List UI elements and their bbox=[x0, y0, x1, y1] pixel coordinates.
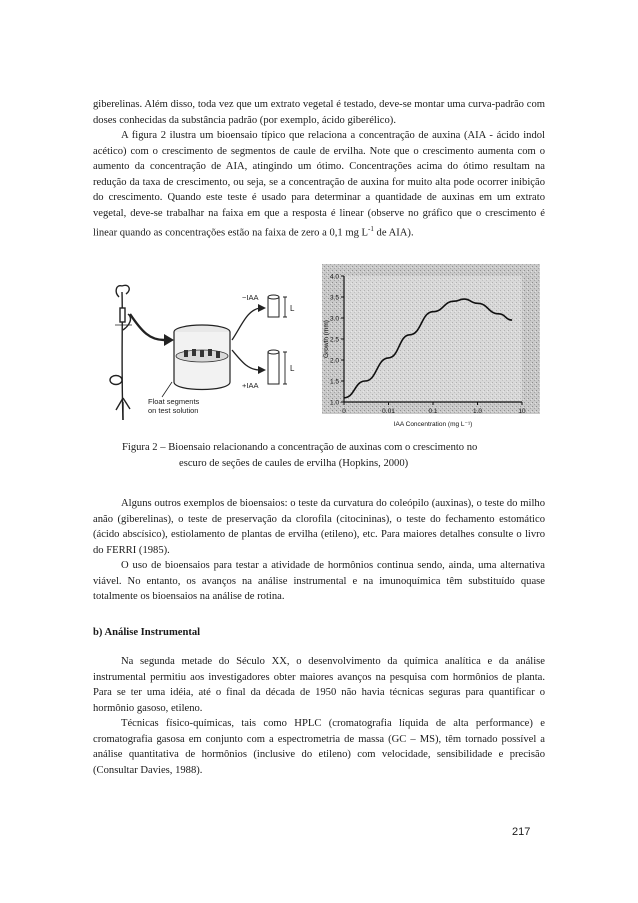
unit-superscript: -1 bbox=[368, 224, 374, 233]
figure-caption bbox=[122, 440, 542, 471]
float-label-1: Float segments bbox=[148, 397, 200, 406]
beaker bbox=[174, 325, 230, 390]
paragraph-1-text: giberelinas. Além disso, toda vez que um extrato vegetal é testado, deve-se montar uma curva-padrão com doses conhecidas da substância padrão (por exemplo, ácido giberélico). bbox=[93, 99, 545, 126]
section-b-title: b) Análise Instrumental bbox=[93, 627, 201, 638]
caption-line-2: escuro de seções de caules de ervilha (Hopkins, 2000) bbox=[179, 457, 409, 469]
label-L2: L bbox=[290, 364, 295, 373]
x-tick-label: 10 bbox=[518, 408, 526, 415]
segment-minus bbox=[268, 295, 279, 317]
x-axis-label: IAA Concentration (mg L⁻¹) bbox=[393, 421, 473, 428]
paragraph-4-text: O uso de bioensaios para testar a atividade de hormônios continua sendo, ainda, uma alternativa viável. No entanto, os avanços na análise instrumental e na imunoquímica têm substituído quase totalmente os bioensaios na análise de rotina. bbox=[93, 560, 545, 603]
arrow-to-beaker bbox=[130, 314, 164, 340]
page-number: 217 bbox=[512, 826, 531, 838]
paragraph-6 bbox=[93, 716, 545, 778]
y-tick-label: 3.0 bbox=[329, 315, 339, 323]
x-tick-label: 0.1 bbox=[428, 408, 438, 415]
label-L1: L bbox=[290, 304, 295, 313]
segment-plus bbox=[268, 350, 279, 384]
caption-line-1: Figura 2 – Bioensaio relacionando a concentração de auxinas com o crescimento no bbox=[122, 442, 478, 453]
paragraph-3-text: Alguns outros exemplos de bioensaios: o teste da curvatura do coleópilo (auxinas), o teste do milho anão (giberelinas), o teste de preservação da clorofila (citocininas), o teste do fechamento estomático (ácido abscísico), estiolamento de plantas de ervilha (etileno), etc. Para maiores detalhes consulte o livro do FERRI (1985). bbox=[93, 498, 545, 556]
x-tick-label: 1.0 bbox=[472, 408, 483, 415]
y-tick-label: 1.5 bbox=[329, 378, 339, 386]
y-tick-label: 2.5 bbox=[329, 336, 339, 344]
x-tick-label: 0.01 bbox=[382, 408, 395, 415]
paragraph-1 bbox=[93, 97, 545, 128]
paragraph-2-end: de AIA). bbox=[373, 227, 414, 239]
paragraph-6-text: Técnicas físico-químicas, tais como HPLC (cromatografia líquida de alta performance) e cromatografia gasosa em conjunto com a espectrometria de massa (GC – MS), têm tornado possível a análise quantitativa de hormônios (inclusive do etileno) com velocidade, sensibilidade e precisão (Consultar Davies, 1988). bbox=[93, 718, 545, 776]
arrow-head bbox=[164, 334, 174, 346]
paragraph-3 bbox=[93, 496, 545, 558]
growth-chart bbox=[316, 262, 542, 434]
paragraph-2-text bbox=[93, 128, 545, 241]
y-axis-label: Growth (mm) bbox=[323, 320, 330, 358]
plot-area bbox=[344, 276, 522, 402]
label-plus-iaa: +IAA bbox=[242, 381, 259, 390]
y-tick-label: 4.0 bbox=[329, 273, 339, 281]
y-tick-label: 3.5 bbox=[329, 294, 339, 302]
y-tick-label: 2.0 bbox=[329, 357, 339, 365]
paragraph-2 bbox=[93, 128, 545, 241]
paragraph-5-text: Na segunda metade do Século XX, o desenvolvimento da química analítica e da análise instrumental permitiu aos investigadores obter maiores avanços na pesquisa com hormônios de planta. Para se ter uma idéia, até o final da década de 1950 não havia técnicas seguras para quantificar o hormônio gasoso, etileno. bbox=[93, 656, 545, 714]
arrow-plus-iaa bbox=[232, 350, 260, 370]
growth-chart-svg bbox=[316, 262, 542, 434]
pea-plant bbox=[110, 285, 132, 420]
paragraph-5 bbox=[93, 654, 545, 716]
float-label-2: on test solution bbox=[148, 406, 199, 415]
paragraph-4 bbox=[93, 558, 545, 605]
paragraph-2-body: A figura 2 ilustra um bioensaio típico que relaciona a concentração de auxina (AIA - ácido indol acético) com o crescimento de segmentos de caule de ervilha. Note que o crescimento aumenta com o aumento da concentração de AIA, atingindo um ótimo. Concentrações acima do ótimo resultam na redução da taxa de crescimento, ou seja, se a concentração de auxina for muito alta pode ocorrer inibição do crescimento. Quando este teste é usado para determinar a quantidade de auxinas em um extrato vegetal, deve-se trabalhar na faixa em que a resposta é linear (observe no gráfico que o crescimento é linear quando as concentrações estão na faixa de zero a 0,1 mg L bbox=[93, 130, 545, 239]
y-tick-label: 1.0 bbox=[329, 399, 339, 407]
bioassay-illustration bbox=[102, 270, 307, 430]
arrow-minus-iaa bbox=[232, 308, 260, 340]
label-minus-iaa: −IAA bbox=[242, 293, 259, 302]
figure-2 bbox=[102, 262, 542, 434]
bioassay-drawing bbox=[102, 270, 307, 430]
x-tick-label: 0 bbox=[342, 408, 346, 415]
